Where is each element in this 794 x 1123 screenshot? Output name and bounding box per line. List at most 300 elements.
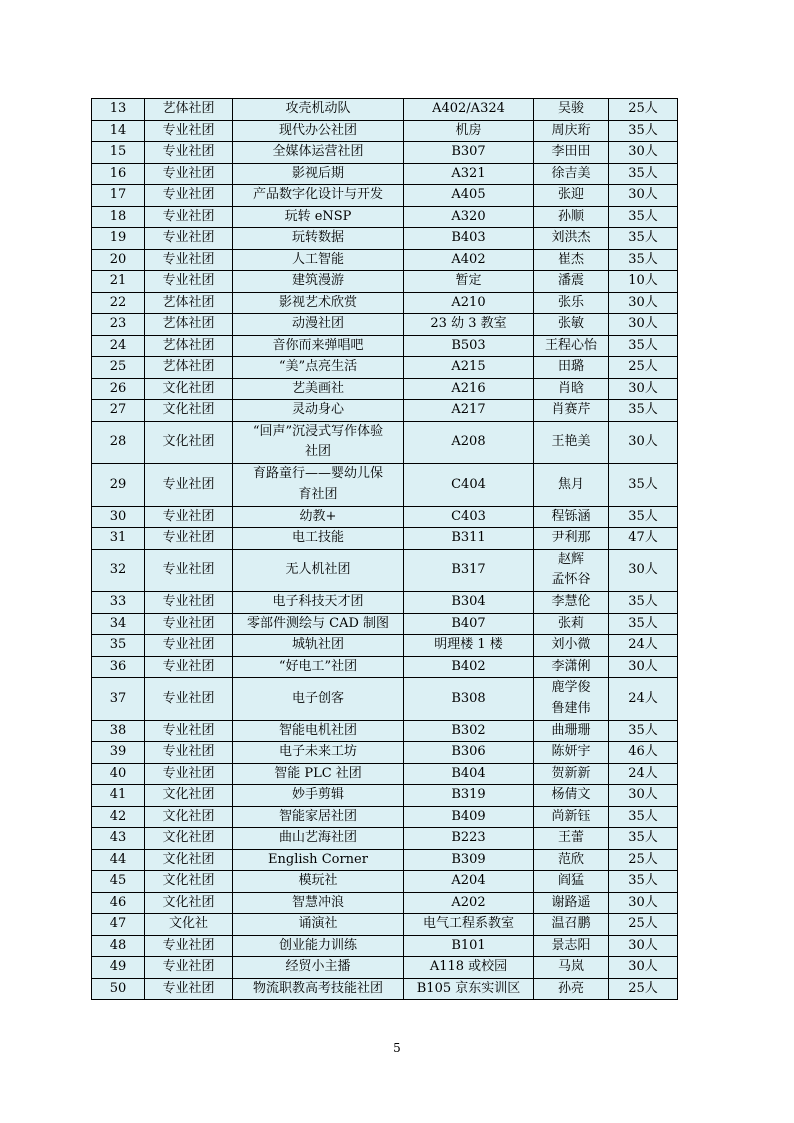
club-teacher xyxy=(534,163,609,185)
club-name-line: “美”点亮生活 xyxy=(278,359,358,374)
club-teacher-line: 陈妍宇 xyxy=(551,744,591,759)
club-teacher-line: 张莉 xyxy=(557,615,584,631)
club-type: 专业社团 xyxy=(145,935,233,957)
table-row xyxy=(92,378,678,400)
club-teacher-line: 肖赛芹 xyxy=(551,402,591,417)
club-teacher-line: 谢路遥 xyxy=(551,894,591,910)
club-teacher xyxy=(534,957,609,979)
club-capacity: 25人 xyxy=(609,914,678,936)
club-name-line: 建筑漫游 xyxy=(291,273,344,288)
club-name xyxy=(233,635,404,657)
club-teacher-line: 景志阳 xyxy=(551,937,591,953)
row-number: 32 xyxy=(92,549,145,592)
table-row xyxy=(92,400,678,422)
club-name-line: 艺美画社 xyxy=(291,380,344,396)
club-name xyxy=(233,99,404,121)
club-name xyxy=(233,914,404,936)
table-row xyxy=(92,849,678,871)
club-teacher-line: 张乐 xyxy=(557,294,584,310)
club-location: B105 京东实训区 xyxy=(404,978,534,1000)
club-location: C404 xyxy=(404,464,534,507)
table-row xyxy=(92,785,678,807)
club-capacity: 30人 xyxy=(609,292,678,314)
table-row xyxy=(92,914,678,936)
club-name xyxy=(233,142,404,164)
row-number: 44 xyxy=(92,849,145,871)
club-name xyxy=(233,421,404,464)
club-location: 电气工程系教室 xyxy=(404,914,534,936)
club-capacity: 24人 xyxy=(609,635,678,657)
club-name-line: 电工技能 xyxy=(291,530,344,545)
club-capacity: 35人 xyxy=(609,828,678,850)
club-name xyxy=(233,163,404,185)
club-location: B307 xyxy=(404,142,534,164)
table-row xyxy=(92,506,678,528)
row-number: 24 xyxy=(92,335,145,357)
club-teacher-line: 温召鹏 xyxy=(551,916,591,931)
club-type: 文化社团 xyxy=(145,421,233,464)
club-type: 艺体社团 xyxy=(145,357,233,379)
club-location: A202 xyxy=(404,892,534,914)
club-teacher-line: 焦月 xyxy=(557,476,584,492)
club-teacher xyxy=(534,871,609,893)
table-row xyxy=(92,528,678,550)
table-row xyxy=(92,142,678,164)
club-type: 专业社团 xyxy=(145,163,233,185)
club-capacity: 25人 xyxy=(609,849,678,871)
club-teacher xyxy=(534,506,609,528)
club-location: B311 xyxy=(404,528,534,550)
club-name-line: 电子创客 xyxy=(291,690,344,706)
club-teacher xyxy=(534,464,609,507)
row-number: 28 xyxy=(92,421,145,464)
row-number: 30 xyxy=(92,506,145,528)
club-location: B404 xyxy=(404,763,534,785)
club-teacher-line: 肖晗 xyxy=(557,380,584,396)
club-type: 专业社团 xyxy=(145,978,233,1000)
club-name xyxy=(233,378,404,400)
club-name-line: English Corner xyxy=(268,851,368,867)
club-capacity: 35人 xyxy=(609,228,678,250)
club-type: 艺体社团 xyxy=(145,314,233,336)
club-teacher-line: 张敏 xyxy=(557,316,584,331)
club-type: 专业社团 xyxy=(145,635,233,657)
club-teacher xyxy=(534,806,609,828)
club-type: 专业社团 xyxy=(145,549,233,592)
club-teacher xyxy=(534,249,609,271)
club-name xyxy=(233,828,404,850)
club-capacity: 35人 xyxy=(609,871,678,893)
table-row xyxy=(92,185,678,207)
club-teacher-line: 杨倩文 xyxy=(551,787,591,802)
club-type: 文化社团 xyxy=(145,378,233,400)
row-number: 50 xyxy=(92,978,145,1000)
row-number: 45 xyxy=(92,871,145,893)
club-capacity: 35人 xyxy=(609,613,678,635)
club-capacity: 30人 xyxy=(609,142,678,164)
club-teacher xyxy=(534,828,609,850)
club-capacity: 24人 xyxy=(609,763,678,785)
club-teacher xyxy=(534,720,609,742)
club-name-line: 创业能力训练 xyxy=(278,937,357,953)
club-name xyxy=(233,549,404,592)
club-name-line: “好电工”社团 xyxy=(278,658,358,674)
club-teacher xyxy=(534,400,609,422)
club-teacher-line: 王艳美 xyxy=(551,434,591,449)
club-name-line: 物流职教高考技能社团 xyxy=(252,980,383,996)
club-name-line: 智能 PLC 社团 xyxy=(274,765,362,781)
club-location: B101 xyxy=(404,935,534,957)
club-location: B304 xyxy=(404,592,534,614)
club-teacher-line: 吴骏 xyxy=(557,101,584,116)
club-teacher-line: 周庆珩 xyxy=(551,122,591,138)
club-type: 艺体社团 xyxy=(145,335,233,357)
table-row xyxy=(92,763,678,785)
club-location: A405 xyxy=(404,185,534,207)
club-type: 文化社团 xyxy=(145,400,233,422)
club-teacher xyxy=(534,185,609,207)
club-name-line: 攻壳机动队 xyxy=(285,101,351,116)
table-row xyxy=(92,592,678,614)
club-teacher-line: 徐吉美 xyxy=(551,165,591,181)
club-type: 专业社团 xyxy=(145,142,233,164)
club-type: 专业社团 xyxy=(145,678,233,721)
table-row xyxy=(92,421,678,464)
club-type: 艺体社团 xyxy=(145,292,233,314)
club-teacher-line: 张迎 xyxy=(557,187,584,202)
club-teacher xyxy=(534,357,609,379)
club-capacity: 35人 xyxy=(609,720,678,742)
club-type: 专业社团 xyxy=(145,720,233,742)
row-number: 39 xyxy=(92,742,145,764)
row-number: 22 xyxy=(92,292,145,314)
club-capacity: 25人 xyxy=(609,978,678,1000)
club-name-line: 玩转数据 xyxy=(291,230,344,245)
club-location: A402/A324 xyxy=(404,99,534,121)
table-row xyxy=(92,828,678,850)
table-row xyxy=(92,613,678,635)
club-type: 专业社团 xyxy=(145,206,233,228)
table-row xyxy=(92,292,678,314)
club-teacher-line: 崔杰 xyxy=(557,251,584,267)
club-capacity: 24人 xyxy=(609,678,678,721)
club-name xyxy=(233,763,404,785)
club-table xyxy=(91,98,678,1000)
club-location: A118 或校园 xyxy=(404,957,534,979)
club-capacity: 35人 xyxy=(609,163,678,185)
club-location: A208 xyxy=(404,421,534,464)
table-row xyxy=(92,678,678,721)
table-row xyxy=(92,871,678,893)
club-capacity: 30人 xyxy=(609,314,678,336)
club-name xyxy=(233,228,404,250)
table-row xyxy=(92,163,678,185)
table-row xyxy=(92,957,678,979)
club-capacity: 35人 xyxy=(609,120,678,142)
club-name-line: 育路童行——婴幼儿保 xyxy=(252,466,383,482)
club-type: 专业社团 xyxy=(145,120,233,142)
club-location: A320 xyxy=(404,206,534,228)
club-teacher-line: 赵辉 xyxy=(557,551,584,567)
club-name xyxy=(233,849,404,871)
club-teacher xyxy=(534,142,609,164)
table-row xyxy=(92,99,678,121)
row-number: 37 xyxy=(92,678,145,721)
table-row xyxy=(92,228,678,250)
club-name-line: 灵动身心 xyxy=(291,402,344,417)
club-teacher xyxy=(534,271,609,293)
club-capacity: 30人 xyxy=(609,185,678,207)
club-type: 文化社 xyxy=(145,914,233,936)
club-teacher xyxy=(534,892,609,914)
club-name xyxy=(233,935,404,957)
club-teacher-line: 尚新钰 xyxy=(551,808,591,824)
club-name-line: 现代办公社团 xyxy=(278,122,357,138)
club-capacity: 46人 xyxy=(609,742,678,764)
club-type: 专业社团 xyxy=(145,656,233,678)
club-capacity: 35人 xyxy=(609,506,678,528)
club-location: A402 xyxy=(404,249,534,271)
table-row xyxy=(92,978,678,1000)
club-type: 艺体社团 xyxy=(145,99,233,121)
club-type: 专业社团 xyxy=(145,742,233,764)
club-teacher xyxy=(534,978,609,1000)
table-row xyxy=(92,335,678,357)
club-location: A217 xyxy=(404,400,534,422)
club-location: A216 xyxy=(404,378,534,400)
club-location: B503 xyxy=(404,335,534,357)
club-location: B308 xyxy=(404,678,534,721)
club-teacher-line: 孙顺 xyxy=(557,208,584,224)
club-type: 专业社团 xyxy=(145,228,233,250)
club-capacity: 47人 xyxy=(609,528,678,550)
club-name-line: 育社团 xyxy=(298,486,338,502)
club-teacher xyxy=(534,914,609,936)
club-type: 专业社团 xyxy=(145,528,233,550)
row-number: 41 xyxy=(92,785,145,807)
club-capacity: 35人 xyxy=(609,249,678,271)
table-row xyxy=(92,206,678,228)
club-teacher-line: 王蕾 xyxy=(557,830,584,845)
row-number: 38 xyxy=(92,720,145,742)
row-number: 26 xyxy=(92,378,145,400)
row-number: 15 xyxy=(92,142,145,164)
row-number: 23 xyxy=(92,314,145,336)
club-teacher xyxy=(534,785,609,807)
club-teacher-line: 刘小微 xyxy=(551,637,591,652)
club-teacher-line: 田璐 xyxy=(557,359,584,374)
table-row xyxy=(92,120,678,142)
row-number: 31 xyxy=(92,528,145,550)
row-number: 20 xyxy=(92,249,145,271)
club-name xyxy=(233,957,404,979)
row-number: 46 xyxy=(92,892,145,914)
club-name xyxy=(233,720,404,742)
club-location: A215 xyxy=(404,357,534,379)
club-name-line: 智能家居社团 xyxy=(278,808,357,824)
club-capacity: 35人 xyxy=(609,806,678,828)
row-number: 21 xyxy=(92,271,145,293)
club-type: 专业社团 xyxy=(145,249,233,271)
row-number: 17 xyxy=(92,185,145,207)
table-row xyxy=(92,249,678,271)
club-teacher xyxy=(534,678,609,721)
club-teacher-line: 潘震 xyxy=(557,273,584,288)
club-teacher xyxy=(534,849,609,871)
club-location: A210 xyxy=(404,292,534,314)
table-row xyxy=(92,635,678,657)
club-teacher-line: 贺新新 xyxy=(551,765,591,781)
club-teacher-line: 鲁建伟 xyxy=(551,700,591,716)
club-capacity: 35人 xyxy=(609,335,678,357)
club-teacher-line: 孟怀谷 xyxy=(551,572,591,588)
club-capacity: 30人 xyxy=(609,656,678,678)
club-name-line: 影视后期 xyxy=(291,165,344,181)
club-name-line: 音你而来弹唱吧 xyxy=(272,337,364,353)
club-name-line: 全媒体运营社团 xyxy=(272,144,364,159)
club-name xyxy=(233,464,404,507)
club-teacher xyxy=(534,120,609,142)
club-location: B306 xyxy=(404,742,534,764)
club-location: A204 xyxy=(404,871,534,893)
row-number: 27 xyxy=(92,400,145,422)
club-name xyxy=(233,978,404,1000)
club-name xyxy=(233,528,404,550)
club-teacher xyxy=(534,635,609,657)
club-teacher xyxy=(534,742,609,764)
table-row xyxy=(92,357,678,379)
club-name xyxy=(233,871,404,893)
club-name xyxy=(233,120,404,142)
club-name-line: 动漫社团 xyxy=(291,316,344,331)
club-teacher xyxy=(534,935,609,957)
club-name-line: 城轨社团 xyxy=(291,637,344,652)
club-location: C403 xyxy=(404,506,534,528)
club-teacher-line: 马岚 xyxy=(557,959,584,974)
table-row xyxy=(92,892,678,914)
row-number: 33 xyxy=(92,592,145,614)
club-name xyxy=(233,185,404,207)
club-teacher-line: 曲珊珊 xyxy=(551,722,591,738)
club-teacher-line: 王程心怡 xyxy=(544,337,597,353)
table-row xyxy=(92,464,678,507)
club-name xyxy=(233,292,404,314)
club-name xyxy=(233,656,404,678)
club-name-line: 幼教+ xyxy=(299,508,337,524)
club-name-line: 零部件测绘与 CAD 制图 xyxy=(246,615,390,631)
club-capacity: 30人 xyxy=(609,785,678,807)
club-teacher xyxy=(534,292,609,314)
club-teacher xyxy=(534,314,609,336)
club-teacher-line: 孙亮 xyxy=(557,980,584,996)
club-type: 专业社团 xyxy=(145,763,233,785)
table-row xyxy=(92,549,678,592)
club-teacher-line: 程铄涵 xyxy=(551,508,591,524)
row-number: 49 xyxy=(92,957,145,979)
row-number: 36 xyxy=(92,656,145,678)
club-teacher-line: 范欣 xyxy=(557,851,584,867)
club-name-line: 影视艺术欣赏 xyxy=(278,294,357,310)
club-location: B302 xyxy=(404,720,534,742)
table-row xyxy=(92,806,678,828)
club-name-line: 产品数字化设计与开发 xyxy=(252,187,383,202)
club-name-line: 电子未来工坊 xyxy=(278,744,357,759)
club-teacher-line: 阎猛 xyxy=(557,873,584,888)
page-number: 5 xyxy=(393,1041,401,1055)
row-number: 42 xyxy=(92,806,145,828)
club-name-line: 社团 xyxy=(304,444,331,460)
club-name xyxy=(233,785,404,807)
row-number: 25 xyxy=(92,357,145,379)
club-type: 专业社团 xyxy=(145,185,233,207)
club-name xyxy=(233,206,404,228)
club-name xyxy=(233,506,404,528)
row-number: 48 xyxy=(92,935,145,957)
club-location: B409 xyxy=(404,806,534,828)
club-teacher xyxy=(534,656,609,678)
club-capacity: 25人 xyxy=(609,357,678,379)
club-capacity: 35人 xyxy=(609,592,678,614)
club-teacher xyxy=(534,763,609,785)
row-number: 34 xyxy=(92,613,145,635)
club-location: B223 xyxy=(404,828,534,850)
club-capacity: 30人 xyxy=(609,378,678,400)
row-number: 35 xyxy=(92,635,145,657)
club-name xyxy=(233,678,404,721)
club-name xyxy=(233,892,404,914)
club-capacity: 35人 xyxy=(609,206,678,228)
row-number: 14 xyxy=(92,120,145,142)
club-teacher xyxy=(534,549,609,592)
club-type: 专业社团 xyxy=(145,271,233,293)
club-name-line: 智慧冲浪 xyxy=(291,894,344,910)
club-name xyxy=(233,335,404,357)
club-teacher xyxy=(534,378,609,400)
club-type: 文化社团 xyxy=(145,828,233,850)
club-capacity: 25人 xyxy=(609,99,678,121)
club-name-line: 人工智能 xyxy=(291,251,344,267)
club-capacity: 30人 xyxy=(609,549,678,592)
club-location: 暂定 xyxy=(404,271,534,293)
club-name-line: 妙手剪辑 xyxy=(291,787,344,802)
club-name-line: 曲山艺海社团 xyxy=(278,830,357,845)
row-number: 18 xyxy=(92,206,145,228)
club-name-line: 智能电机社团 xyxy=(278,722,357,738)
table-row xyxy=(92,271,678,293)
club-name-line: “回声”沉浸式写作体验 xyxy=(252,423,384,439)
club-type: 文化社团 xyxy=(145,785,233,807)
club-capacity: 30人 xyxy=(609,892,678,914)
club-teacher xyxy=(534,206,609,228)
club-teacher-line: 李慧伦 xyxy=(551,594,591,609)
club-capacity: 30人 xyxy=(609,935,678,957)
club-location: B319 xyxy=(404,785,534,807)
row-number: 40 xyxy=(92,763,145,785)
club-name-line: 电子科技天才团 xyxy=(272,594,364,609)
club-teacher-line: 李田田 xyxy=(551,144,591,159)
club-teacher-line: 李潇俐 xyxy=(551,658,591,674)
club-name xyxy=(233,314,404,336)
club-location: 机房 xyxy=(404,120,534,142)
club-type: 专业社团 xyxy=(145,613,233,635)
club-table-body xyxy=(92,99,678,1000)
club-name xyxy=(233,400,404,422)
club-name xyxy=(233,249,404,271)
club-teacher-line: 鹿学俊 xyxy=(551,680,591,696)
row-number: 16 xyxy=(92,163,145,185)
club-type: 专业社团 xyxy=(145,464,233,507)
club-name-line: 经贸小主播 xyxy=(285,959,351,974)
